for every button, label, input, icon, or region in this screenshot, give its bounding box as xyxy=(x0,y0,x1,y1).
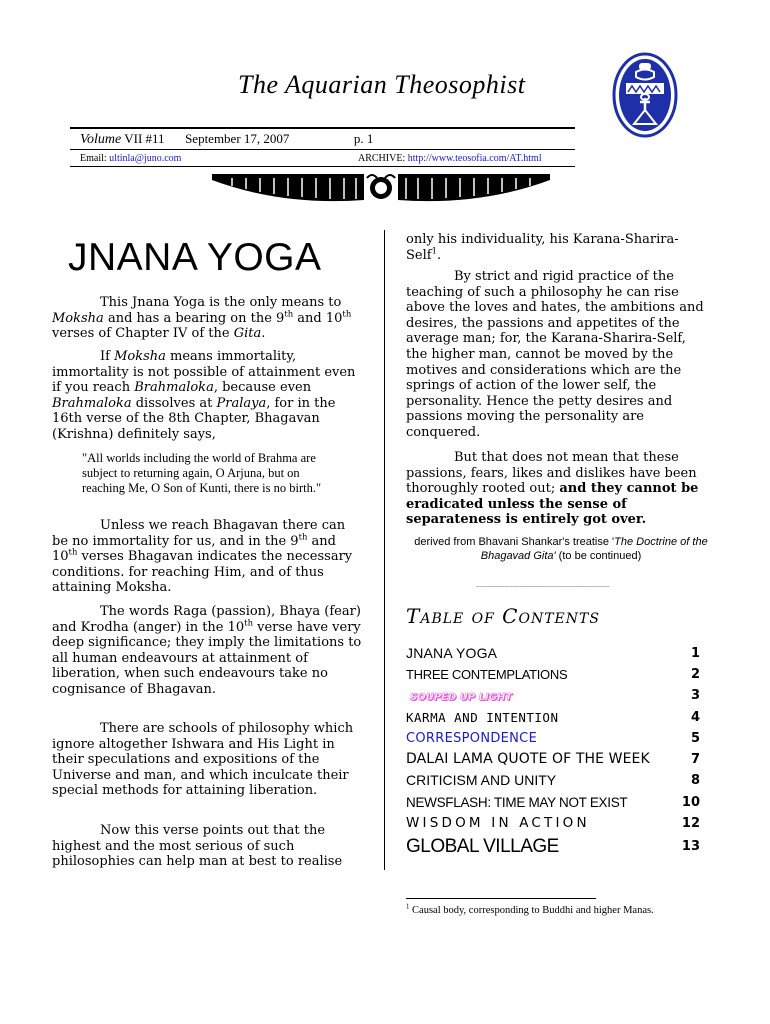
source-credit: derived from Bhavani Shankar's treatise 'The Doctrine of the Bhagavad Gita' (to be continued) xyxy=(414,536,708,562)
toc-heading: Table of Contents xyxy=(406,604,600,628)
article-paragraph: If Moksha means immortality, immortality is not possible of attainment even if you reach Brahmaloka, because even Brahmaloka dissolves at Pralaya, for in the 16th verse of the 8th Chapter, Bhagavan (Krishna) definitely says, xyxy=(52,349,356,442)
toc-item-page: 12 xyxy=(681,816,700,831)
toc-item[interactable] xyxy=(406,811,700,831)
toc-item-page: 2 xyxy=(690,667,700,682)
toc-item-label[interactable]: DALAI LAMA QUOTE OF THE WEEK xyxy=(406,751,650,767)
article-paragraph: only his individuality, his Karana-Sharira-Self$^1$. xyxy=(406,232,679,263)
footnote-rule xyxy=(406,898,596,899)
issue-line xyxy=(80,131,373,148)
footnote-ref[interactable]: 1 xyxy=(431,245,437,256)
article-paragraph: By strict and rigid practice of the teaching of such a philosophy he can rise above the loves and hates, the ambitions and desires, the passions and appetites of the average man; for, the Karana-Sharira-Self, the higher man, cannot be moved by the motives and considerations which are the springs of action of the lower self, the personality. Hence the petty desires and passions moving the personality are conquered. xyxy=(406,269,704,440)
header-rule xyxy=(70,149,575,150)
column-divider xyxy=(384,230,385,870)
toc-item-page: 5 xyxy=(690,731,700,746)
toc-item[interactable] xyxy=(406,790,700,810)
toc-item[interactable] xyxy=(406,834,700,858)
toc-item[interactable] xyxy=(406,726,700,746)
article-paragraph: There are schools of philosophy which ignore altogether Ishwara and His Light in their speculations and expositions of the Universe and man, and which inculcate their special methods for attaining liberation. xyxy=(52,721,354,799)
archive-link[interactable]: http://www.teosofia.com/AT.html xyxy=(407,153,542,164)
toc-item[interactable] xyxy=(406,768,700,788)
issue-date: September 17, 2007 xyxy=(185,131,290,146)
toc-item-page: 3 xyxy=(690,688,700,703)
article-paragraph: Unless we reach Bhagavan there can be no immortality for us, and in the 9th and 10th verses Bhagavan indicates the necessary conditions. for reaching Him, and of thus attaining Moksha. xyxy=(52,518,353,596)
volume-number: VII #11 xyxy=(124,131,165,146)
toc-item-page: 13 xyxy=(681,839,700,854)
footnote xyxy=(406,905,654,916)
footnote-mark: 1 xyxy=(406,903,410,911)
toc-item-label[interactable]: CRITICISM AND UNITY xyxy=(406,772,557,788)
toc-item[interactable] xyxy=(406,683,700,703)
toc-item-page: 8 xyxy=(690,773,700,788)
theosophy-seal-logo xyxy=(610,50,680,140)
toc-item-page: 7 xyxy=(690,752,700,767)
winged-disk-banner xyxy=(212,170,550,206)
email-label: Email: xyxy=(80,153,107,164)
toc-item-label[interactable]: WISDOM IN ACTION xyxy=(406,815,590,831)
email-line xyxy=(80,153,181,164)
toc-item-label[interactable]: GLOBAL VILLAGE xyxy=(406,836,559,857)
toc-item[interactable] xyxy=(406,662,700,682)
gita-quote: "All worlds including the world of Brahma are subject to returning again, O Arjuna, but on reaching Me, O Son of Kunti, there is no birth." xyxy=(82,451,322,495)
email-link[interactable]: ultinla@juno.com xyxy=(109,153,182,164)
toc-item[interactable] xyxy=(406,641,700,661)
masthead-title: The Aquarian Theosophist xyxy=(238,70,526,99)
article-paragraph: The words Raga (passion), Bhaya (fear) and Krodha (anger) in the 10th verse have very deep significance; they imply the limitations to all human endeavours at attainment of liberation, when such endeavours take no cognisance of Bhagavan. xyxy=(52,604,362,697)
toc-item[interactable] xyxy=(406,747,700,767)
article-title: JNANA YOGA xyxy=(68,236,322,279)
article-paragraph: Now this verse points out that the highest and the most serious of such philosophies can help man at best to realise xyxy=(52,823,343,870)
article-paragraph: But that does not mean that these passions, fears, likes and dislikes have been thoroughly rooted out; and they cannot be eradicated unless the sense of separateness is entirely got over. xyxy=(406,450,699,528)
toc-item[interactable] xyxy=(406,705,700,725)
footnote-text: Causal body, corresponding to Buddhi and higher Manas. xyxy=(409,905,654,916)
header-rule xyxy=(70,127,575,129)
toc-item-page: 10 xyxy=(681,795,700,810)
toc-item-label[interactable]: KARMA AND INTENTION xyxy=(406,710,559,725)
toc-item-label[interactable]: CORRESPONDENCE xyxy=(406,731,538,746)
toc-item-label[interactable]: THREE CONTEMPLATIONS xyxy=(406,667,568,682)
volume-label: Volume xyxy=(80,132,122,147)
archive-label: ARCHIVE: xyxy=(358,153,406,164)
toc-item-page: 4 xyxy=(690,710,700,725)
page-number: p. 1 xyxy=(353,131,374,146)
toc-item-page: 1 xyxy=(690,646,700,661)
toc-item-label[interactable]: SOUPED UP LIGHT xyxy=(410,692,513,703)
header-rule xyxy=(70,166,575,167)
toc-item-label[interactable]: JNANA YOGA xyxy=(406,645,498,661)
section-separator: ______________________________ xyxy=(476,578,609,588)
archive-line xyxy=(358,153,542,164)
article-paragraph: This Jnana Yoga is the only means to Moksha and has a bearing on the 9th and 10th verses of Chapter IV of the Gita. xyxy=(52,295,352,342)
toc-item-label[interactable]: NEWSFLASH: TIME MAY NOT EXIST xyxy=(406,795,628,810)
